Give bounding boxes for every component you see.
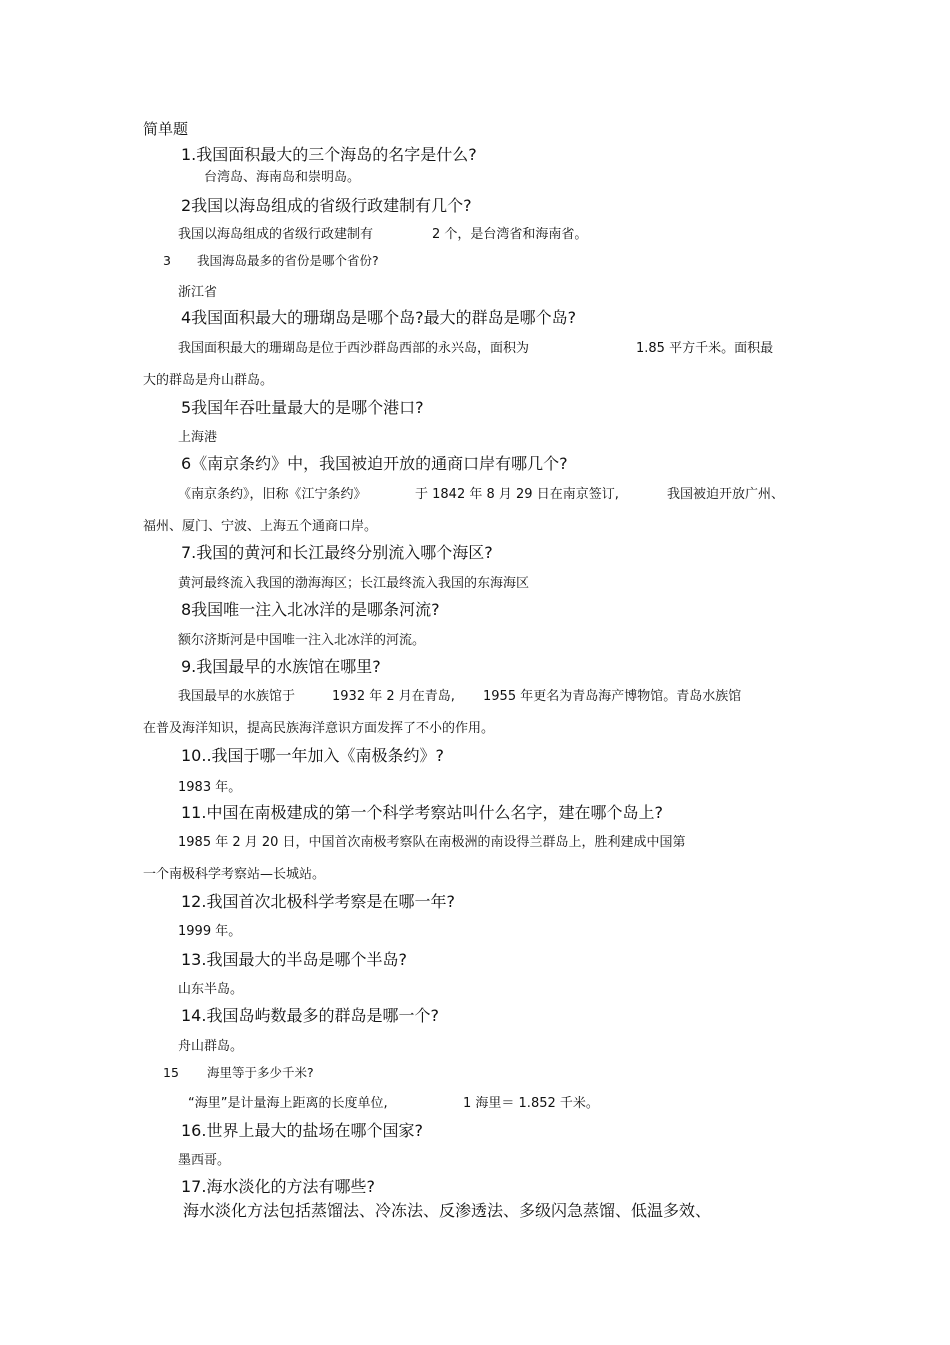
question-17: 17.海水淡化的方法有哪些? <box>181 1177 375 1196</box>
answer-9-line2: 在普及海洋知识，提高民族海洋意识方面发挥了不小的作用。 <box>143 721 495 736</box>
section-heading: 简单题 <box>143 120 189 138</box>
question-8: 8我国唯一注入北冰洋的是哪条河流? <box>181 600 440 619</box>
answer-9-part2: 1932 年 2 月在青岛, <box>332 689 455 704</box>
answer-16: 墨西哥。 <box>178 1153 231 1168</box>
answer-7: 黄河最终流入我国的渤海海区；长江最终流入我国的东海海区 <box>178 576 530 591</box>
question-4: 4我国面积最大的珊瑚岛是哪个岛?最大的群岛是哪个岛? <box>181 308 577 327</box>
question-3-number: 3 <box>163 253 171 268</box>
question-15-number: 15 <box>163 1065 179 1080</box>
answer-13: 山东半岛。 <box>178 982 244 997</box>
answer-4-line2: 大的群岛是舟山群岛。 <box>143 373 274 388</box>
question-9: 9.我国最早的水族馆在哪里? <box>181 657 381 676</box>
question-11: 11.中国在南极建成的第一个科学考察站叫什么名字，建在哪个岛上? <box>181 803 663 822</box>
answer-11-line2: 一个南极科学考察站—长城站。 <box>143 867 326 882</box>
question-2: 2我国以海岛组成的省级行政建制有几个? <box>181 196 472 215</box>
question-1: 1.我国面积最大的三个海岛的名字是什么? <box>181 145 477 164</box>
answer-6-part2: 于 1842 年 8 月 29 日在南京签订, <box>415 487 619 502</box>
answer-6-part1: 《南京条约》，旧称《江宁条约》 <box>178 487 367 502</box>
answer-3: 浙江省 <box>178 285 218 300</box>
answer-2-part1: 我国以海岛组成的省级行政建制有 <box>178 227 374 242</box>
answer-4-part2: 1.85 平方千米。面积最 <box>636 341 774 356</box>
answer-6-line2: 福州、厦门、宁波、上海五个通商口岸。 <box>143 519 378 534</box>
answer-14: 舟山群岛。 <box>178 1039 244 1054</box>
question-3: 我国海岛最多的省份是哪个省份? <box>197 253 379 268</box>
answer-9-part3: 1955 年更名为青岛海产博物馆。青岛水族馆 <box>483 689 742 704</box>
answer-17: 海水淡化方法包括蒸馏法、冷冻法、反渗透法、多级闪急蒸馏、低温多效、 <box>183 1201 712 1220</box>
answer-6-part3: 我国被迫开放广州、 <box>667 487 785 502</box>
answer-11-line1: 1985 年 2 月 20 日，中国首次南极考察队在南极洲的南设得兰群岛上，胜利建成中国第 <box>178 835 686 850</box>
answer-10: 1983 年。 <box>178 780 242 795</box>
answer-12: 1999 年。 <box>178 924 242 939</box>
question-16: 16.世界上最大的盐场在哪个国家? <box>181 1121 423 1140</box>
answer-2-part2: 2 个，是台湾省和海南省。 <box>432 227 588 242</box>
answer-8: 额尔济斯河是中国唯一注入北冰洋的河流。 <box>178 633 426 648</box>
answer-4-part1: 我国面积最大的珊瑚岛是位于西沙群岛西部的永兴岛，面积为 <box>178 341 530 356</box>
question-12: 12.我国首次北极科学考察是在哪一年? <box>181 892 455 911</box>
answer-15-part2: 1 海里＝ 1.852 千米。 <box>463 1096 599 1111</box>
question-10: 10..我国于哪一年加入《南极条约》? <box>181 746 445 765</box>
answer-15-part1: “海里”是计量海上距离的长度单位, <box>188 1096 388 1111</box>
answer-9-part1: 我国最早的水族馆于 <box>178 689 296 704</box>
answer-5: 上海港 <box>178 430 218 445</box>
question-5: 5我国年吞吐量最大的是哪个港口? <box>181 398 424 417</box>
question-6: 6《南京条约》中，我国被迫开放的通商口岸有哪几个? <box>181 454 568 473</box>
question-7: 7.我国的黄河和长江最终分别流入哪个海区? <box>181 543 493 562</box>
question-13: 13.我国最大的半岛是哪个半岛? <box>181 950 407 969</box>
answer-1: 台湾岛、海南岛和崇明岛。 <box>204 170 361 185</box>
question-15: 海里等于多少千米? <box>207 1065 314 1080</box>
question-14: 14.我国岛屿数最多的群岛是哪一个? <box>181 1006 439 1025</box>
